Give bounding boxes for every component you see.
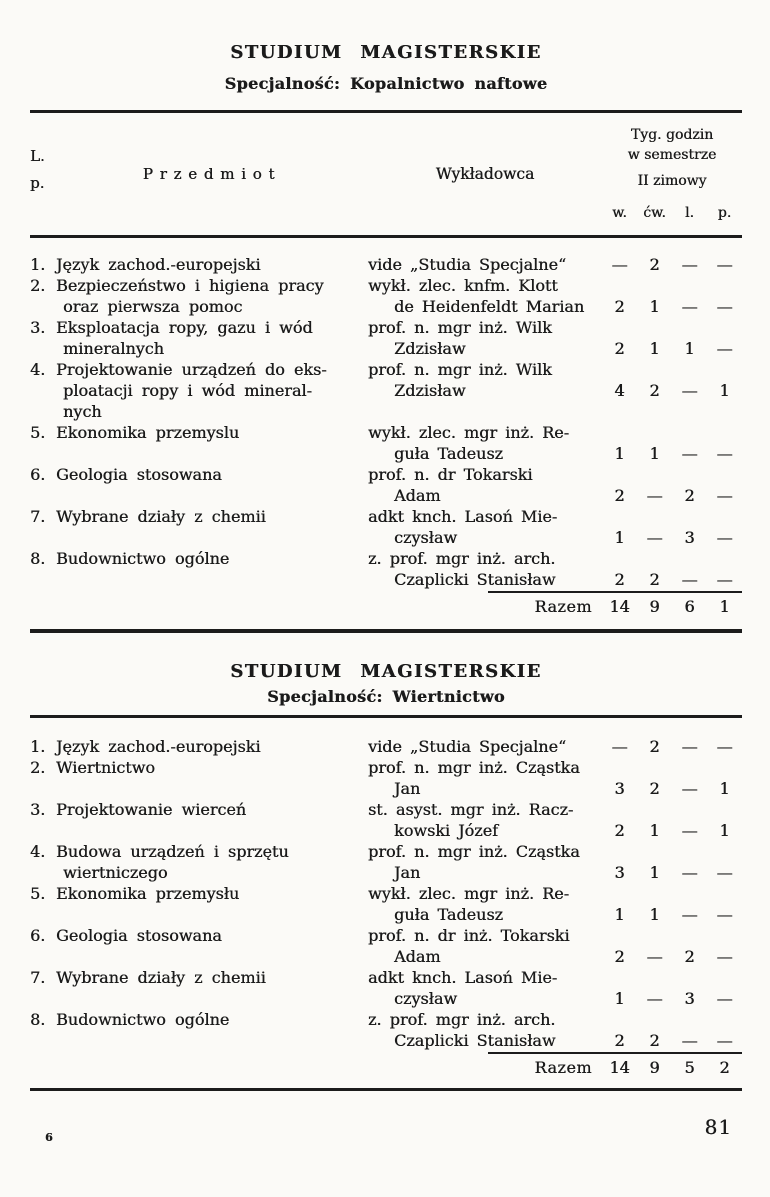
hours-col-cw: ćw. xyxy=(643,205,666,221)
lecturer-cell xyxy=(368,464,602,506)
subject-line: Eksploatacja ropy, gazu i wód xyxy=(56,318,313,337)
hours-value: 3 xyxy=(614,863,625,882)
lecturer-line: guła Tadeusz xyxy=(394,905,503,924)
horizontal-rule xyxy=(30,235,742,238)
hours-col-l: l. xyxy=(685,205,694,221)
subject-cell xyxy=(56,422,368,443)
hours-value: 3 xyxy=(684,989,695,1008)
hours-cells xyxy=(602,1030,742,1051)
lecturer-line: adkt knch. Lasoń Mie- xyxy=(368,968,558,987)
table-row xyxy=(30,275,742,317)
hours-value: 2 xyxy=(614,486,625,505)
lecturer-line: Jan xyxy=(394,863,421,882)
page-footer xyxy=(30,1091,742,1191)
page-number: 81 xyxy=(704,1115,732,1139)
lecturer-line: Zdzisław xyxy=(394,381,466,400)
hours-cells xyxy=(602,338,742,359)
lecturer-line: z. prof. mgr inż. arch. xyxy=(368,1010,556,1029)
hours-value: — xyxy=(681,905,698,924)
subject-line: mineralnych xyxy=(63,339,164,358)
subject-line: Język zachod.-europejski xyxy=(56,255,261,274)
lecturer-line: vide „Studia Specjalne“ xyxy=(368,255,567,274)
table1-body xyxy=(30,254,742,590)
totals-underline xyxy=(488,1052,742,1054)
hours-cells xyxy=(602,380,742,401)
hours-header-line3: II zimowy xyxy=(637,173,707,189)
row-number: 7. xyxy=(30,968,46,987)
hours-value: 1 xyxy=(649,905,660,924)
hours-value: 2 xyxy=(614,1031,625,1050)
hours-value: 1 xyxy=(719,821,730,840)
hours-value: — xyxy=(716,528,733,547)
hours-value: — xyxy=(681,444,698,463)
hours-value: 2 xyxy=(649,255,660,274)
hours-value: — xyxy=(716,1031,733,1050)
lecturer-hours-group xyxy=(368,1009,742,1051)
hours-value: 2 xyxy=(684,486,695,505)
lecturer-hours-group xyxy=(368,254,742,275)
subject-line: ploatacji ropy i wód mineral- xyxy=(63,381,312,400)
hours-value: — xyxy=(716,444,733,463)
lecturer-cell xyxy=(368,254,602,275)
lecturer-line: adkt knch. Lasoń Mie- xyxy=(368,507,558,526)
lecturer-cell xyxy=(368,1009,602,1051)
lecturer-cell xyxy=(368,757,602,799)
lecturer-hours-group xyxy=(368,736,742,757)
lecturer-cell xyxy=(368,422,602,464)
lecturer-line: prof. n. mgr inż. Cząstka xyxy=(368,758,580,777)
row-number: 2. xyxy=(30,276,46,295)
lecturer-line: wykł. zlec. mgr inż. Re- xyxy=(368,884,570,903)
subject-cell xyxy=(56,275,368,317)
hours-value: 2 xyxy=(614,297,625,316)
hours-value: — xyxy=(646,528,663,547)
hours-value: 1 xyxy=(649,339,660,358)
column-header-hours xyxy=(602,113,742,235)
lecturer-cell xyxy=(368,548,602,590)
lecturer-cell xyxy=(368,736,602,757)
column-header-lecturer: Wykładowca xyxy=(435,165,535,183)
subject-line: Wybrane działy z chemii xyxy=(56,507,266,526)
lecturer-line: prof. n. mgr inż. Cząstka xyxy=(368,842,580,861)
lecturer-hours-group xyxy=(368,422,742,464)
hours-value: 1 xyxy=(614,444,625,463)
row-number: 8. xyxy=(30,549,46,568)
totals-label: Razem xyxy=(534,597,592,616)
hours-value: 2 xyxy=(614,821,625,840)
section1-title: STUDIUM MAGISTERSKIE xyxy=(230,42,542,63)
lecturer-cell xyxy=(368,883,602,925)
subject-cell xyxy=(56,883,368,904)
subject-cell xyxy=(56,464,368,485)
hours-value: — xyxy=(681,381,698,400)
lecturer-line: Zdzisław xyxy=(394,339,466,358)
table-row xyxy=(30,422,742,464)
lecturer-hours-group xyxy=(368,883,742,925)
horizontal-rule xyxy=(30,715,742,718)
hours-value: — xyxy=(716,947,733,966)
hours-cells xyxy=(602,946,742,967)
hours-value: — xyxy=(611,255,628,274)
hours-value: 4 xyxy=(614,381,625,400)
lecturer-line: Adam xyxy=(394,947,441,966)
hours-cells xyxy=(602,904,742,925)
total-p: 1 xyxy=(719,597,730,616)
lecturer-hours-group xyxy=(368,799,742,841)
table-row xyxy=(30,254,742,275)
total-w: 14 xyxy=(609,1058,630,1077)
hours-value: 1 xyxy=(684,339,695,358)
hours-cells xyxy=(602,736,742,757)
lecturer-line: wykł. zlec. knfm. Klott xyxy=(368,276,558,295)
hours-value: 2 xyxy=(649,1031,660,1050)
lecturer-cell xyxy=(368,506,602,548)
table-row xyxy=(30,841,742,883)
table-row xyxy=(30,925,742,967)
subject-cell xyxy=(56,254,368,275)
subject-line: Projektowanie urządzeń do eks- xyxy=(56,360,327,379)
row-number: 3. xyxy=(30,800,46,819)
subject-line: Budowa urządzeń i sprzętu xyxy=(56,842,289,861)
hours-value: — xyxy=(646,486,663,505)
lecturer-line: kowski Józef xyxy=(394,821,498,840)
hours-value: — xyxy=(611,737,628,756)
table-row xyxy=(30,736,742,757)
hours-value: 1 xyxy=(649,821,660,840)
lecturer-line: guła Tadeusz xyxy=(394,444,503,463)
table-row xyxy=(30,757,742,799)
totals-underline xyxy=(488,591,742,593)
subject-line: Ekonomika przemysłu xyxy=(56,884,240,903)
table-row xyxy=(30,506,742,548)
lecturer-line: prof. n. dr inż. Tokarski xyxy=(368,926,570,945)
hours-cells xyxy=(602,254,742,275)
lecturer-hours-group xyxy=(368,925,742,967)
hours-value: — xyxy=(681,737,698,756)
table-row xyxy=(30,317,742,359)
row-number: 8. xyxy=(30,1010,46,1029)
hours-value: — xyxy=(681,1031,698,1050)
lecturer-line: de Heidenfeldt Marian xyxy=(394,297,585,316)
horizontal-rule xyxy=(30,629,742,633)
lp-label-line2: p. xyxy=(30,174,45,192)
hours-cells xyxy=(602,988,742,1009)
hours-cells xyxy=(602,485,742,506)
lecturer-cell xyxy=(368,317,602,359)
hours-value: 2 xyxy=(614,339,625,358)
lecturer-line: Jan xyxy=(394,779,421,798)
hours-cells xyxy=(602,527,742,548)
hours-value: 2 xyxy=(684,947,695,966)
table1-totals-row xyxy=(30,596,742,617)
lecturer-line: Czaplicki Stanisław xyxy=(394,1031,556,1050)
totals-values xyxy=(602,596,742,617)
hours-value: 1 xyxy=(614,905,625,924)
row-number: 2. xyxy=(30,758,46,777)
subject-line: nych xyxy=(63,402,102,421)
lecturer-hours-group xyxy=(368,317,742,359)
row-number: 7. xyxy=(30,507,46,526)
hours-cells xyxy=(602,820,742,841)
hours-value: — xyxy=(716,737,733,756)
signature-number: 6 xyxy=(45,1131,53,1144)
hours-cells xyxy=(602,296,742,317)
total-w: 14 xyxy=(609,597,630,616)
subject-line: Bezpieczeństwo i higiena pracy xyxy=(56,276,324,295)
section2-subtitle: Specjalność: Wiertnictwo xyxy=(267,687,505,706)
subject-cell xyxy=(56,736,368,757)
lecturer-hours-group xyxy=(368,548,742,590)
hours-value: — xyxy=(681,297,698,316)
lecturer-cell xyxy=(368,925,602,967)
lecturer-hours-group xyxy=(368,757,742,799)
hours-value: — xyxy=(646,989,663,1008)
lecturer-line: prof. n. dr Tokarski xyxy=(368,465,533,484)
row-number: 4. xyxy=(30,842,46,861)
lp-label-line1: L. xyxy=(30,147,45,165)
subject-line: Wybrane działy z chemii xyxy=(56,968,266,987)
hours-value: — xyxy=(716,863,733,882)
lecturer-cell xyxy=(368,359,602,401)
hours-value: — xyxy=(681,570,698,589)
lecturer-hours-group xyxy=(368,359,742,401)
hours-col-w: w. xyxy=(612,205,627,221)
table-row xyxy=(30,548,742,590)
column-header-lp xyxy=(30,113,56,235)
totals-label: Razem xyxy=(534,1058,592,1077)
hours-value: 1 xyxy=(719,779,730,798)
subject-line: Ekonomika przemyslu xyxy=(56,423,240,442)
table-row xyxy=(30,464,742,506)
row-number: 1. xyxy=(30,737,46,756)
lecturer-hours-group xyxy=(368,967,742,1009)
subject-line: Wiertnictwo xyxy=(56,758,155,777)
hours-header-line1: Tyg. godzin xyxy=(630,127,714,143)
lecturer-line: wykł. zlec. mgr inż. Re- xyxy=(368,423,570,442)
table-row xyxy=(30,883,742,925)
hours-value: — xyxy=(681,821,698,840)
table-row xyxy=(30,799,742,841)
lecturer-line: czysław xyxy=(394,528,458,547)
lecturer-hours-group xyxy=(368,464,742,506)
total-l: 5 xyxy=(684,1058,695,1077)
hours-subcolumns xyxy=(602,205,742,235)
subject-line: Budownictwo ogólne xyxy=(56,549,230,568)
subject-cell xyxy=(56,317,368,359)
lecturer-line: st. asyst. mgr inż. Racz- xyxy=(368,800,574,819)
hours-value: 3 xyxy=(614,779,625,798)
hours-cells xyxy=(602,778,742,799)
lecturer-hours-group xyxy=(368,841,742,883)
hours-value: 1 xyxy=(649,444,660,463)
hours-value: 2 xyxy=(649,737,660,756)
subject-cell xyxy=(56,925,368,946)
lecturer-hours-group xyxy=(368,506,742,548)
hours-value: — xyxy=(646,947,663,966)
subject-cell xyxy=(56,799,368,820)
lecturer-line: prof. n. mgr inż. Wilk xyxy=(368,318,552,337)
lecturer-hours-group xyxy=(368,275,742,317)
row-number: 6. xyxy=(30,926,46,945)
row-number: 5. xyxy=(30,423,46,442)
lecturer-line: prof. n. mgr inż. Wilk xyxy=(368,360,552,379)
lecturer-cell xyxy=(368,275,602,317)
subject-cell xyxy=(56,841,368,883)
hours-value: — xyxy=(681,255,698,274)
hours-value: — xyxy=(716,339,733,358)
subject-line: Geologia stosowana xyxy=(56,926,222,945)
row-number: 4. xyxy=(30,360,46,379)
hours-value: — xyxy=(716,989,733,1008)
lecturer-cell xyxy=(368,967,602,1009)
hours-value: 1 xyxy=(614,528,625,547)
subject-cell xyxy=(56,967,368,988)
total-cw: 9 xyxy=(649,1058,660,1077)
hours-value: — xyxy=(681,779,698,798)
lecturer-cell xyxy=(368,841,602,883)
table-row xyxy=(30,359,742,422)
lecturer-line: Czaplicki Stanisław xyxy=(394,570,556,589)
lecturer-cell xyxy=(368,799,602,841)
section2-title: STUDIUM MAGISTERSKIE xyxy=(230,661,542,682)
subject-cell xyxy=(56,548,368,569)
hours-value: — xyxy=(716,570,733,589)
table-row xyxy=(30,967,742,1009)
subject-cell xyxy=(56,359,368,422)
hours-value: — xyxy=(681,863,698,882)
subject-line: Budownictwo ogólne xyxy=(56,1010,230,1029)
subject-line: wiertniczego xyxy=(63,863,168,882)
hours-cells xyxy=(602,569,742,590)
hours-cells xyxy=(602,443,742,464)
hours-value: — xyxy=(716,255,733,274)
hours-value: 1 xyxy=(614,989,625,1008)
subject-cell xyxy=(56,757,368,778)
row-number: 1. xyxy=(30,255,46,274)
hours-value: 2 xyxy=(649,779,660,798)
hours-value: 1 xyxy=(649,297,660,316)
row-number: 6. xyxy=(30,465,46,484)
table2-body xyxy=(30,736,742,1051)
lecturer-line: czysław xyxy=(394,989,458,1008)
hours-col-p: p. xyxy=(717,205,732,221)
subject-cell xyxy=(56,506,368,527)
hours-header-line2: w semestrze xyxy=(627,147,717,163)
table1-header xyxy=(30,113,742,235)
hours-value: — xyxy=(716,486,733,505)
hours-value: — xyxy=(716,297,733,316)
hours-value: 2 xyxy=(614,947,625,966)
total-p: 2 xyxy=(719,1058,730,1077)
section1-subtitle: Specjalność: Kopalnictwo naftowe xyxy=(224,74,548,93)
subject-line: Geologia stosowana xyxy=(56,465,222,484)
subject-line: Język zachod.-europejski xyxy=(56,737,261,756)
hours-value: 1 xyxy=(719,381,730,400)
lecturer-line: z. prof. mgr inż. arch. xyxy=(368,549,556,568)
hours-value: 1 xyxy=(649,863,660,882)
hours-value: — xyxy=(716,905,733,924)
table-row xyxy=(30,1009,742,1051)
row-number: 5. xyxy=(30,884,46,903)
hours-value: 3 xyxy=(684,528,695,547)
subject-line: oraz pierwsza pomoc xyxy=(63,297,243,316)
hours-value: 2 xyxy=(614,570,625,589)
hours-value: 2 xyxy=(649,381,660,400)
subject-cell xyxy=(56,1009,368,1030)
totals-values xyxy=(602,1057,742,1078)
hours-value: 2 xyxy=(649,570,660,589)
subject-line: Projektowanie wierceń xyxy=(56,800,247,819)
lecturer-line: Adam xyxy=(394,486,441,505)
total-cw: 9 xyxy=(649,597,660,616)
column-header-subject: Przedmiot xyxy=(142,165,282,183)
table2-totals-row xyxy=(30,1057,742,1078)
total-l: 6 xyxy=(684,597,695,616)
row-number: 3. xyxy=(30,318,46,337)
hours-cells xyxy=(602,862,742,883)
lecturer-line: vide „Studia Specjalne“ xyxy=(368,737,567,756)
